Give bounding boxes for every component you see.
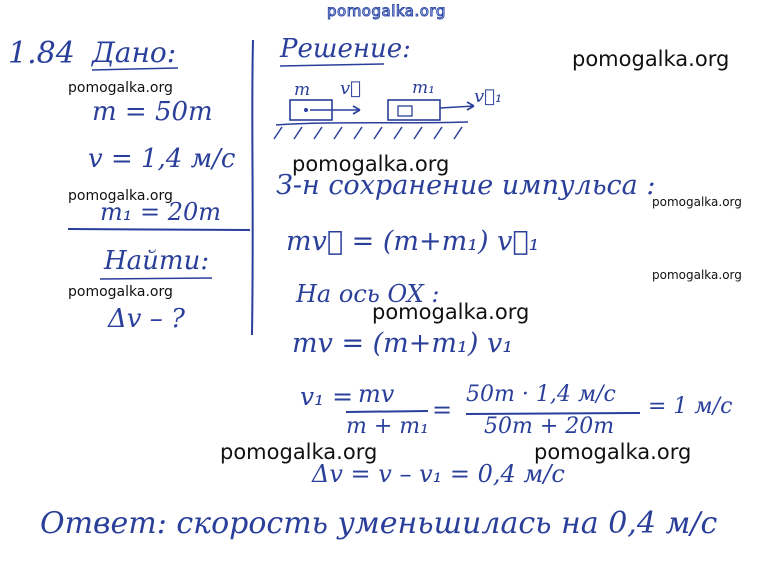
v1-numerator: mv — [358, 380, 395, 408]
v1-lhs: v₁ = — [300, 382, 354, 411]
given-mass: m = 50т — [92, 97, 213, 127]
diagram-label-m1: m₁ — [412, 78, 435, 98]
find-header: Найти: — [104, 246, 210, 276]
given-velocity: v = 1,4 м/с — [88, 144, 236, 174]
watermark: pomogalka.org — [68, 80, 173, 96]
problem-number: 1.84 — [8, 36, 75, 71]
watermark: pomogalka.org — [534, 440, 692, 464]
equation-scalar: mv = (m+m₁) v₁ — [292, 328, 514, 359]
diagram-label-v1: v⃗₁ — [474, 86, 503, 107]
watermark-top: pomogalka.org — [327, 2, 446, 20]
conservation-law: З-н сохранение импульса : — [276, 170, 656, 201]
given-separator — [68, 229, 250, 230]
equation-vector: mv⃗ = (m+m₁) v⃗₁ — [286, 226, 540, 257]
velocity1-arrow — [440, 106, 474, 108]
equals-sign: = — [432, 396, 453, 424]
watermark: pomogalka.org — [220, 440, 378, 464]
fraction-bar-1 — [346, 411, 428, 412]
watermark: pomogalka.org — [292, 152, 450, 176]
v1-result: = 1 м/с — [648, 394, 733, 419]
divider-line — [252, 40, 253, 335]
answer-line: Ответ: скорость уменьшилась на 0,4 м/с — [40, 506, 718, 541]
ground-surface — [274, 122, 468, 139]
watermark: pomogalka.org — [572, 47, 730, 71]
given-header: Дано: — [92, 36, 177, 69]
diagram-label-m: m — [294, 80, 311, 100]
solution-header: Решение: — [280, 34, 411, 64]
find-target: Δv – ? — [108, 304, 185, 334]
watermark: pomogalka.org — [372, 300, 530, 324]
watermark: pomogalka.org — [652, 268, 742, 282]
watermark: pomogalka.org — [652, 195, 742, 209]
watermark: pomogalka.org — [68, 188, 173, 204]
delta-v-equation: Δv = v – v₁ = 0,4 м/с — [312, 460, 565, 488]
find-underline — [100, 278, 212, 279]
v1-denominator: m + m₁ — [346, 414, 429, 439]
car-m1 — [388, 100, 440, 120]
substituted-numerator: 50т · 1,4 м/с — [466, 382, 616, 407]
given-mass1: m₁ = 20т — [100, 198, 222, 226]
solution-underline — [280, 64, 384, 66]
watermark: pomogalka.org — [68, 284, 173, 300]
axis-note: На ось OX : — [296, 280, 440, 308]
diagram-label-v: v⃗ — [340, 78, 361, 99]
substituted-denominator: 50т + 20т — [484, 414, 615, 439]
